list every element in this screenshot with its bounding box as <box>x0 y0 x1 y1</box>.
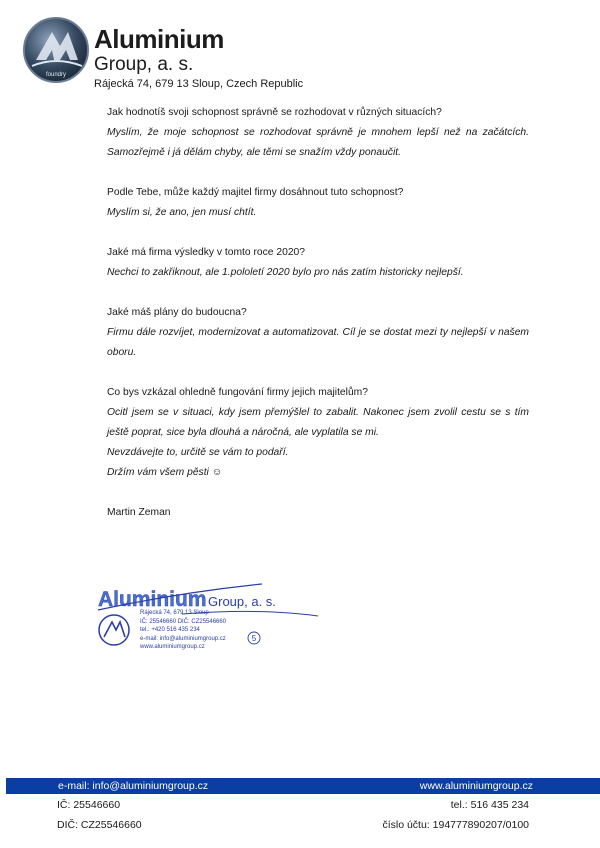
footer-website: www.aluminiumgroup.cz <box>419 780 533 792</box>
logo-emblem-icon <box>22 16 90 84</box>
qa-item <box>107 183 529 223</box>
answer: Nechci to zakřiknout, ale 1.pololetí 2020 bylo pro nás zatím historicky nejlepší. <box>107 267 464 278</box>
answer: Myslím, že moje schopnost se rozhodovat správně je mnohem lepší než na začátcích. Samozřejmě i já dělám chyby, ale těmi se snažím vždy ponaučit. <box>107 127 529 158</box>
stamp-emblem-icon <box>99 615 129 645</box>
question: Jaké máš plány do budoucna? <box>107 307 247 318</box>
footer-email: e-mail: info@aluminiumgroup.cz <box>58 780 209 792</box>
stamp-name: Aluminium <box>98 588 207 611</box>
question: Jak hodnotíš svoji schopnost správně se rozhodovat v různých situacích? <box>107 107 442 118</box>
company-group: Group, a. s. <box>94 54 194 75</box>
stamp-line: e-mail: info@aluminiumgroup.cz <box>140 635 226 642</box>
answer: Nevzdávejte to, určitě se vám to podaří. <box>107 447 289 458</box>
qa-item <box>107 243 529 283</box>
stamp-number: 5 <box>251 634 257 643</box>
footer-account: číslo účtu: 194777890207/0100 <box>382 819 529 831</box>
stamp-group: Group, a. s. <box>208 594 276 609</box>
signature-name: Martin Zeman <box>107 507 171 518</box>
stamp-line: www.aluminiumgroup.cz <box>140 644 205 650</box>
company-address: Rájecká 74, 679 13 Sloup, Czech Republic <box>94 78 304 90</box>
answer: Držím vám všem pěsti ☺ <box>107 467 223 478</box>
qa-item <box>107 303 529 363</box>
answer: Ocitl jsem se v situaci, kdy jsem přemýšlel to zabalit. Nakonec jsem zvolil cestu se s tím ještě poprat, sice byla dlouhá a náročná, ale vyplatila se mi. <box>107 407 529 438</box>
answer: Firmu dále rozvíjet, modernizovat a automatizovat. Cíl je se dostat mezi ty nejlepší v našem oboru. <box>107 327 529 358</box>
stamp-details <box>140 609 226 652</box>
qa-item <box>107 103 529 163</box>
question: Jaké má firma výsledky v tomto roce 2020? <box>107 247 306 258</box>
company-logo <box>22 16 282 80</box>
company-name: Aluminium <box>94 24 224 54</box>
footer-ico: IČ: 25546660 <box>57 799 121 811</box>
question: Co bys vzkázal ohledně fungování firmy jejich majitelům? <box>107 387 368 398</box>
stamp-line: Rájecká 74, 679 13 Sloup <box>140 610 209 616</box>
footer-phone: tel.: 516 435 234 <box>450 799 529 811</box>
stamp-line: tel.: +420 516 435 234 <box>140 627 200 633</box>
stamp-line: IČ: 25546660 DIČ: CZ25546660 <box>140 618 227 625</box>
qa-item <box>107 383 529 483</box>
answer: Myslím si, že ano, jen musí chtít. <box>107 207 257 218</box>
interview-content <box>107 103 529 523</box>
question: Podle Tebe, může každý majitel firmy dosáhnout tuto schopnost? <box>107 187 404 198</box>
logo-tagline: foundry <box>45 72 67 78</box>
footer-dic: DIČ: CZ25546660 <box>57 819 142 831</box>
